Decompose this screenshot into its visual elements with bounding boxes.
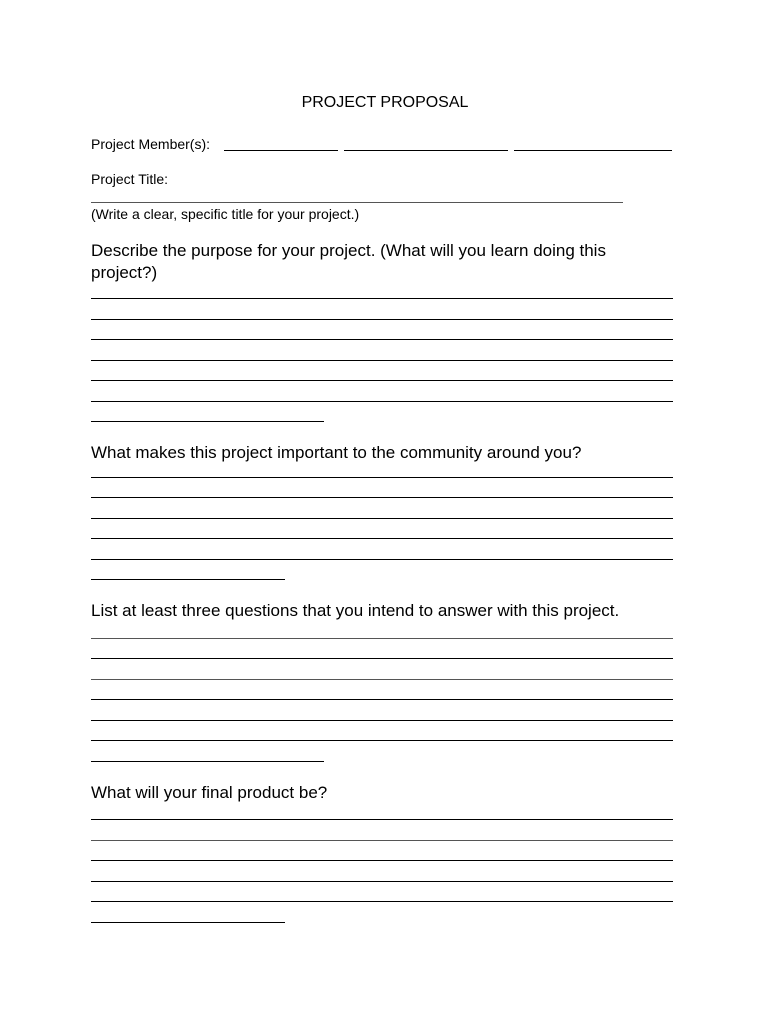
- answer-line-short[interactable]: [91, 761, 324, 762]
- question-community: What makes this project important to the community around you?: [91, 443, 582, 462]
- answer-line[interactable]: [91, 401, 673, 402]
- answer-line[interactable]: [91, 518, 673, 519]
- answer-line[interactable]: [91, 881, 673, 882]
- question-research: List at least three questions that you intend to answer with this project.: [91, 601, 620, 620]
- answer-line[interactable]: [91, 860, 673, 861]
- answer-line[interactable]: [91, 380, 673, 381]
- answer-line[interactable]: [91, 477, 673, 478]
- answer-line[interactable]: [91, 819, 673, 820]
- answer-line[interactable]: [91, 740, 673, 741]
- answer-line-short[interactable]: [91, 922, 285, 923]
- project-title-label: Project Title:: [91, 171, 169, 187]
- answer-line[interactable]: [91, 658, 673, 659]
- project-title-line[interactable]: [91, 202, 623, 203]
- answer-line[interactable]: [91, 699, 673, 700]
- member-1-line[interactable]: [224, 150, 338, 151]
- answer-line[interactable]: [91, 679, 673, 680]
- answer-line[interactable]: [91, 538, 673, 539]
- answer-line[interactable]: [91, 840, 673, 841]
- answer-line[interactable]: [91, 497, 673, 498]
- answer-line[interactable]: [91, 901, 673, 902]
- question-purpose: Describe the purpose for your project. (What will you learn doing this project?): [91, 241, 606, 282]
- project-title-hint: (Write a clear, specific title for your project.): [91, 206, 360, 222]
- answer-line[interactable]: [91, 319, 673, 320]
- answer-line[interactable]: [91, 339, 673, 340]
- question-final-product: What will your final product be?: [91, 783, 328, 802]
- document-title: PROJECT PROPOSAL: [301, 94, 469, 111]
- member-2-line[interactable]: [344, 150, 508, 151]
- answer-line-short[interactable]: [91, 579, 285, 580]
- answer-line[interactable]: [91, 298, 673, 299]
- answer-line[interactable]: [91, 720, 673, 721]
- members-label: Project Member(s):: [91, 136, 211, 152]
- member-3-line[interactable]: [514, 150, 672, 151]
- answer-line[interactable]: [91, 638, 673, 639]
- answer-line-short[interactable]: [91, 421, 324, 422]
- answer-line[interactable]: [91, 360, 673, 361]
- answer-line[interactable]: [91, 559, 673, 560]
